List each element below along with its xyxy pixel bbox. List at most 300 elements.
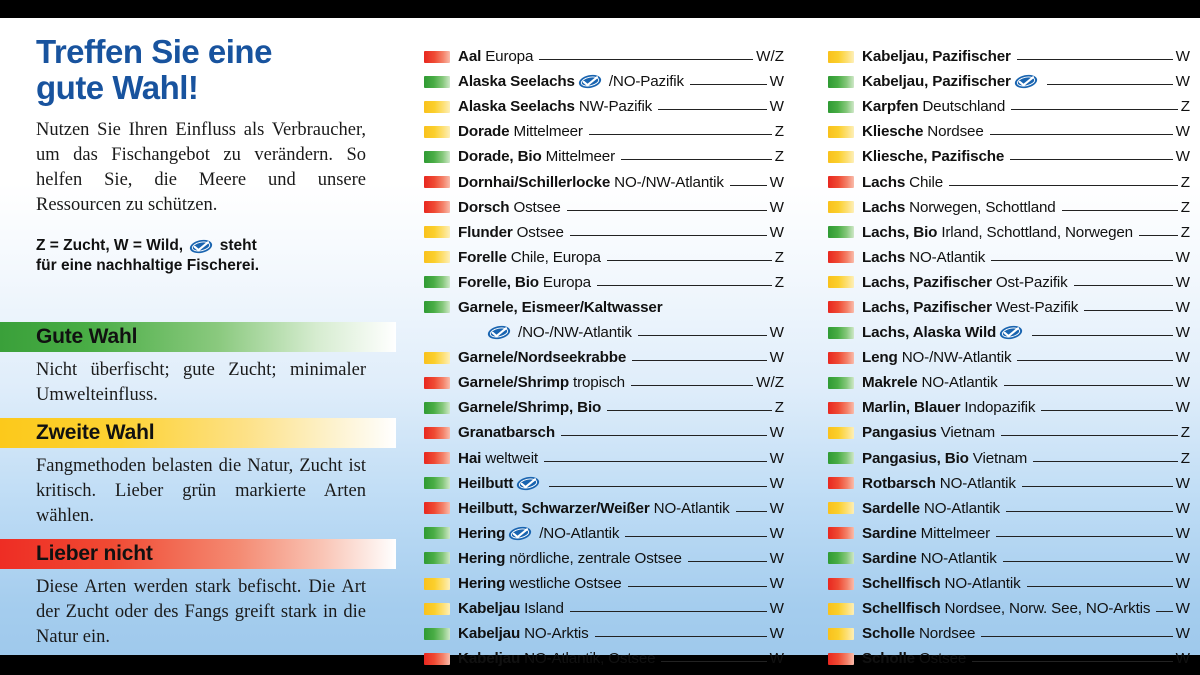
fish-origin-code: W — [1175, 474, 1190, 492]
fish-origin-code: Z — [1180, 98, 1190, 116]
fish-name: Lachs — [862, 173, 906, 191]
fish-name: Makrele — [862, 374, 918, 392]
fish-name: Lachs, Pazifischer — [862, 273, 992, 291]
fish-origin-code: W — [769, 549, 784, 567]
leader-line — [561, 425, 767, 436]
rating-swatch-yellow — [424, 251, 450, 263]
fish-origin-code: W — [1175, 73, 1190, 91]
leader-line — [549, 476, 766, 487]
fish-list-item[interactable] — [424, 94, 784, 119]
fish-name: Lachs, Alaska Wild — [862, 324, 997, 342]
fish-origin-code: Z — [1180, 424, 1190, 442]
rating-swatch-red — [424, 427, 450, 439]
fish-list-item[interactable] — [828, 320, 1190, 345]
leader-line — [1010, 149, 1172, 160]
fish-list-item[interactable] — [424, 370, 784, 395]
fish-region: Deutschland — [922, 98, 1006, 116]
fish-name: Kliesche, Pazifische — [862, 148, 1005, 166]
fish-origin-code: W — [769, 499, 784, 517]
legend-desc-zweite-wahl: Fangmethoden belasten die Natur, Zucht ist kritisch. Lieber grün markierte Arten wählen. — [36, 456, 366, 526]
fish-origin-code: Z — [774, 399, 784, 417]
leader-line — [1017, 350, 1172, 361]
fish-list-item[interactable] — [424, 44, 784, 69]
leader-line — [1074, 275, 1173, 286]
leader-line — [996, 526, 1173, 537]
fish-list-item[interactable] — [424, 571, 784, 596]
fish-origin-code: W — [1175, 499, 1190, 517]
rating-swatch-red — [424, 452, 450, 464]
fish-origin-code: W — [1175, 549, 1190, 567]
leader-line — [570, 601, 767, 612]
fish-region: nördliche, zentrale Ostsee — [509, 549, 682, 567]
rating-swatch-red — [424, 176, 450, 188]
fish-list-item[interactable] — [828, 571, 1190, 596]
fish-origin-code: W — [769, 223, 784, 241]
fish-origin-code: W — [1175, 48, 1190, 66]
rating-swatch-green — [424, 552, 450, 564]
legend-band-zweite-wahl — [0, 418, 396, 448]
fish-list-item[interactable] — [424, 195, 784, 220]
fish-name: Marlin, Blauer — [862, 399, 961, 417]
fish-region: NO-Atlantik — [920, 549, 997, 567]
fish-origin-code: W — [1175, 273, 1190, 291]
page-title — [36, 34, 376, 106]
fish-list-item[interactable] — [424, 646, 784, 671]
left-panel — [0, 18, 396, 655]
fish-origin-code: Z — [774, 273, 784, 291]
fish-name: Alaska Seelachs — [458, 73, 575, 91]
fish-region: weltweit — [485, 449, 539, 467]
fish-region: Mittelmeer — [920, 524, 991, 542]
leader-line — [736, 501, 767, 512]
fish-list-item[interactable] — [424, 420, 784, 445]
rating-swatch-yellow — [828, 276, 854, 288]
leader-line — [589, 124, 772, 135]
leader-line — [539, 49, 753, 60]
leader-line — [567, 200, 767, 211]
fish-list-item[interactable] — [828, 220, 1190, 245]
msc-icon — [487, 325, 511, 340]
rating-swatch-yellow — [828, 603, 854, 615]
fish-region: Indopazifik — [964, 399, 1036, 417]
fish-name: Pangasius, Bio — [862, 449, 969, 467]
leader-line — [632, 350, 766, 361]
leader-line — [1001, 425, 1178, 436]
fish-name: Hering — [458, 549, 506, 567]
leader-line — [1017, 49, 1173, 60]
fish-name: Aal — [458, 48, 482, 66]
fish-origin-code: W — [1175, 399, 1190, 417]
fish-list-item[interactable] — [828, 69, 1190, 94]
fish-origin-code: W — [1175, 575, 1190, 593]
msc-icon — [189, 239, 213, 254]
fish-list-item[interactable] — [828, 94, 1190, 119]
fish-list-item[interactable] — [828, 446, 1190, 471]
rating-swatch-red — [828, 402, 854, 414]
rating-swatch-yellow — [828, 151, 854, 163]
rating-swatch-yellow — [424, 352, 450, 364]
fish-list-item[interactable] — [828, 420, 1190, 445]
fish-origin-code: W — [1175, 600, 1190, 618]
fish-list-item[interactable] — [424, 395, 784, 420]
fish-list-item[interactable] — [828, 169, 1190, 194]
fish-region: NO-Atlantik — [653, 499, 730, 517]
fish-name: Leng — [862, 349, 898, 367]
fish-region: Irland, Schottland, Norwegen — [941, 223, 1133, 241]
fish-name: Dorsch — [458, 198, 510, 216]
fish-origin-code: W — [769, 73, 784, 91]
rating-swatch-blank — [424, 327, 450, 339]
leader-line — [638, 325, 767, 336]
fish-list-item[interactable] — [828, 646, 1190, 671]
rating-swatch-red — [424, 653, 450, 665]
fish-name: Garnele/Shrimp — [458, 374, 569, 392]
fish-name: Forelle — [458, 248, 507, 266]
fish-region: /NO-Pazifik — [608, 73, 684, 91]
fish-list-item[interactable] — [424, 521, 784, 546]
fish-name: Sardine — [862, 524, 917, 542]
fish-list-item[interactable] — [828, 621, 1190, 646]
rating-swatch-yellow — [424, 578, 450, 590]
fish-origin-code: Z — [1180, 198, 1190, 216]
fish-list-item[interactable] — [424, 270, 784, 295]
fish-name: Hering — [458, 575, 506, 593]
fish-name: Scholle — [862, 650, 915, 668]
msc-icon — [508, 526, 532, 541]
fish-name: Garnele/Shrimp, Bio — [458, 399, 602, 417]
fish-list-item[interactable] — [828, 546, 1190, 571]
fish-name: Granatbarsch — [458, 424, 555, 442]
fish-origin-code: Z — [1180, 173, 1190, 191]
fish-name: Hai — [458, 449, 482, 467]
leader-line — [607, 400, 772, 411]
fish-origin-code: W — [769, 575, 784, 593]
fish-origin-code: W — [1175, 298, 1190, 316]
leader-line — [1062, 200, 1178, 211]
fish-list-item[interactable] — [424, 621, 784, 646]
fish-list-item[interactable] — [424, 245, 784, 270]
abbrev-key-line1: Z = Zucht, W = Wild, — [36, 237, 184, 254]
fish-region: Nordsee, Norw. See, NO-Arktis — [944, 600, 1151, 618]
abbreviation-key — [36, 236, 366, 276]
fish-origin-code: W — [769, 600, 784, 618]
fish-name: Kabeljau, Pazifischer — [862, 48, 1011, 66]
leader-line — [1033, 451, 1178, 462]
fish-list-item[interactable] — [424, 446, 784, 471]
legend-label-lieber-nicht: Lieber nicht — [36, 542, 153, 565]
rating-swatch-green — [828, 327, 854, 339]
fish-list-item[interactable] — [828, 395, 1190, 420]
leader-line — [1047, 74, 1173, 85]
fish-list-item[interactable] — [424, 546, 784, 571]
fish-name: Alaska Seelachs — [458, 98, 575, 116]
rating-swatch-green — [828, 377, 854, 389]
legend-desc-gute-wahl: Nicht überfischt; gute Zucht; minimaler Umwelteinfluss. — [36, 360, 366, 405]
fish-region: /NO-Atlantik — [539, 524, 620, 542]
fish-name: Kabeljau — [458, 600, 521, 618]
fish-origin-code: W/Z — [756, 48, 784, 66]
fish-origin-code: W — [769, 424, 784, 442]
rating-swatch-green — [424, 76, 450, 88]
fish-origin-code: W — [769, 625, 784, 643]
fish-list-item[interactable] — [828, 195, 1190, 220]
fish-region: westliche Ostsee — [509, 575, 622, 593]
fish-region: Chile — [909, 173, 944, 191]
fish-region: Vietnam — [940, 424, 996, 442]
fish-region: Norwegen, Schottland — [909, 198, 1056, 216]
leader-line — [597, 275, 772, 286]
fish-region: /NO-/NW-Atlantik — [518, 324, 632, 342]
fish-list-item[interactable] — [424, 220, 784, 245]
fish-origin-code: W — [769, 198, 784, 216]
page-title-line2: gute Wahl! — [36, 69, 199, 106]
fish-region: Ostsee — [918, 650, 967, 668]
rating-swatch-red — [828, 176, 854, 188]
rating-swatch-green — [828, 452, 854, 464]
fish-name: Lachs — [862, 248, 906, 266]
leader-line — [688, 551, 767, 562]
rating-swatch-green — [828, 76, 854, 88]
fish-list-item[interactable] — [828, 521, 1190, 546]
fish-list-item[interactable] — [828, 270, 1190, 295]
rating-swatch-red — [424, 51, 450, 63]
rating-swatch-red — [424, 377, 450, 389]
abbrev-key-line3: für eine nachhaltige Fischerei. — [36, 257, 260, 274]
fish-region: NO-Atlantik, Ostsee — [524, 650, 656, 668]
fish-list-item[interactable] — [424, 119, 784, 144]
fish-name: Lachs, Pazifischer — [862, 298, 992, 316]
fish-list-item[interactable] — [828, 295, 1190, 320]
leader-line — [544, 451, 767, 462]
fish-origin-code: Z — [774, 123, 784, 141]
fish-list-item[interactable] — [424, 169, 784, 194]
rating-swatch-red — [424, 201, 450, 213]
fish-region: NO-Atlantik — [944, 575, 1021, 593]
rating-swatch-red — [828, 301, 854, 313]
rating-swatch-green — [424, 301, 450, 313]
fish-name: Lachs, Bio — [862, 223, 938, 241]
fish-region: Vietnam — [972, 449, 1028, 467]
fish-name: Heilbutt — [458, 474, 514, 492]
rating-swatch-green — [424, 477, 450, 489]
leader-line — [981, 626, 1172, 637]
rating-swatch-green — [424, 276, 450, 288]
fish-origin-code: Z — [774, 248, 784, 266]
fish-name: Sardine — [862, 549, 917, 567]
rating-swatch-yellow — [828, 628, 854, 640]
fish-origin-code: W/Z — [756, 374, 784, 392]
rating-swatch-green — [828, 226, 854, 238]
page-title-line1: Treffen Sie eine — [36, 33, 272, 70]
rating-swatch-red — [828, 352, 854, 364]
fish-list-item[interactable] — [424, 144, 784, 169]
fish-name: Flunder — [458, 223, 513, 241]
legend-band-gute-wahl — [0, 322, 396, 352]
leader-line — [661, 651, 766, 662]
fish-list-item[interactable] — [828, 345, 1190, 370]
fish-name: Forelle, Bio — [458, 273, 539, 291]
fish-region: Europa — [542, 273, 591, 291]
fish-region: Chile, Europa — [510, 248, 601, 266]
leader-line — [621, 149, 772, 160]
fish-list-item[interactable] — [424, 496, 784, 521]
fish-name: Schellfisch — [862, 600, 941, 618]
fish-origin-code: Z — [1180, 449, 1190, 467]
fish-list-item[interactable] — [828, 44, 1190, 69]
fish-origin-code: W — [1175, 524, 1190, 542]
fish-guide-page — [0, 18, 1200, 668]
leader-line — [628, 576, 767, 587]
fish-origin-code: W — [769, 474, 784, 492]
fish-region: NO-Arktis — [524, 625, 589, 643]
intro-paragraph: Nutzen Sie Ihren Einfluss als Verbraucher, um das Fischangebot zu verändern. So helfen Sie, die Meere und unsere Ressourcen zu schützen. — [36, 120, 366, 215]
fish-region: NO-Atlantik — [923, 499, 1000, 517]
rating-swatch-green — [424, 628, 450, 640]
leader-line — [1139, 225, 1178, 236]
leader-line — [730, 175, 767, 186]
rating-swatch-red — [828, 477, 854, 489]
rating-swatch-yellow — [424, 101, 450, 113]
fish-origin-code: W — [769, 173, 784, 191]
legend-label-gute-wahl: Gute Wahl — [36, 325, 138, 348]
rating-swatch-yellow — [828, 126, 854, 138]
rating-swatch-green — [424, 402, 450, 414]
rating-swatch-red — [828, 527, 854, 539]
legend-desc-lieber-nicht: Diese Arten werden stark befischt. Die Art der Zucht oder des Fangs greift stark in die Natur ein. — [36, 577, 366, 647]
rating-swatch-yellow — [828, 427, 854, 439]
leader-line — [972, 651, 1172, 662]
fish-region: NO-Atlantik — [939, 474, 1016, 492]
fish-region: Ost-Pazifik — [995, 273, 1068, 291]
fish-list-item[interactable] — [828, 119, 1190, 144]
fish-region: NW-Pazifik — [578, 98, 653, 116]
fish-list-item[interactable] — [424, 295, 784, 320]
fish-region: Island — [524, 600, 564, 618]
leader-line — [1032, 325, 1172, 336]
leader-line — [1006, 501, 1173, 512]
rating-swatch-green — [828, 552, 854, 564]
fish-name: Lachs — [862, 198, 906, 216]
letterbox-top — [0, 0, 1200, 18]
fish-origin-code: W — [769, 324, 784, 342]
fish-origin-code: Z — [1180, 223, 1190, 241]
fish-list-item[interactable] — [424, 596, 784, 621]
abbrev-key-line2: steht — [219, 237, 257, 254]
fish-region: NO-/NW-Atlantik — [901, 349, 1012, 367]
fish-list-item[interactable] — [828, 144, 1190, 169]
fish-name: Dorade — [458, 123, 510, 141]
rating-swatch-red — [828, 251, 854, 263]
leader-line — [1084, 300, 1173, 311]
fish-list-item[interactable] — [828, 596, 1190, 621]
fish-origin-code: Z — [774, 148, 784, 166]
fish-region: Nordsee — [927, 123, 984, 141]
rating-swatch-yellow — [828, 51, 854, 63]
fish-origin-code: W — [1175, 248, 1190, 266]
rating-swatch-green — [424, 151, 450, 163]
leader-line — [658, 99, 767, 110]
rating-swatch-yellow — [424, 126, 450, 138]
legend-label-zweite-wahl: Zweite Wahl — [36, 421, 155, 444]
fish-list-item[interactable] — [828, 245, 1190, 270]
fish-name: Kabeljau — [458, 625, 521, 643]
fish-origin-code: W — [1175, 148, 1190, 166]
msc-icon — [516, 476, 540, 491]
msc-icon — [578, 74, 602, 89]
fish-origin-code: W — [1175, 625, 1190, 643]
fish-list-column-right — [828, 44, 1190, 671]
msc-icon — [1014, 74, 1038, 89]
fish-origin-code: W — [769, 449, 784, 467]
leader-line — [690, 74, 767, 85]
leader-line — [1041, 400, 1172, 411]
leader-line — [1011, 99, 1178, 110]
fish-origin-code: W — [1175, 650, 1190, 668]
leader-line — [1156, 601, 1172, 612]
leader-line — [991, 250, 1173, 261]
leader-line — [1003, 551, 1173, 562]
leader-line — [595, 626, 767, 637]
fish-origin-code: W — [1175, 324, 1190, 342]
fish-origin-code: W — [1175, 123, 1190, 141]
fish-name: Kabeljau — [458, 650, 521, 668]
rating-swatch-yellow — [424, 226, 450, 238]
leader-line — [607, 250, 772, 261]
leader-line — [1027, 576, 1173, 587]
fish-region: Mittelmeer — [513, 123, 583, 141]
fish-name: Pangasius — [862, 424, 937, 442]
fish-list-item[interactable] — [424, 471, 784, 496]
fish-region: Ostsee — [513, 198, 561, 216]
fish-list-item[interactable] — [828, 496, 1190, 521]
fish-name: Dorade, Bio — [458, 148, 542, 166]
fish-list-item[interactable] — [424, 320, 784, 345]
rating-swatch-red — [828, 578, 854, 590]
fish-origin-code: W — [1175, 374, 1190, 392]
fish-origin-code: W — [769, 98, 784, 116]
leader-line — [990, 124, 1173, 135]
fish-region: Europa — [485, 48, 534, 66]
rating-swatch-yellow — [424, 603, 450, 615]
fish-region: Mittelmeer — [545, 148, 615, 166]
fish-origin-code: W — [769, 524, 784, 542]
legend-band-lieber-nicht — [0, 539, 396, 569]
fish-list-item[interactable] — [424, 69, 784, 94]
fish-name: Kabeljau, Pazifischer — [862, 73, 1011, 91]
fish-list-item[interactable] — [828, 370, 1190, 395]
fish-name: Sardelle — [862, 499, 920, 517]
fish-list-item[interactable] — [828, 471, 1190, 496]
fish-region: West-Pazifik — [995, 298, 1079, 316]
fish-region: Ostsee — [516, 223, 564, 241]
fish-name: Rotbarsch — [862, 474, 936, 492]
leader-line — [570, 225, 767, 236]
fish-name: Hering — [458, 524, 506, 542]
fish-origin-code: W — [769, 650, 784, 668]
leader-line — [1022, 476, 1173, 487]
fish-name: Dornhai/Schillerlocke — [458, 173, 611, 191]
fish-name: Kliesche — [862, 123, 924, 141]
fish-origin-code: W — [769, 349, 784, 367]
fish-region: NO-Atlantik — [909, 248, 986, 266]
rating-swatch-yellow — [828, 502, 854, 514]
fish-list-column-middle — [424, 44, 784, 671]
fish-origin-code: W — [1175, 349, 1190, 367]
rating-swatch-red — [828, 653, 854, 665]
rating-swatch-yellow — [828, 201, 854, 213]
fish-list-item[interactable] — [424, 345, 784, 370]
fish-region: NO-/NW-Atlantik — [614, 173, 724, 191]
